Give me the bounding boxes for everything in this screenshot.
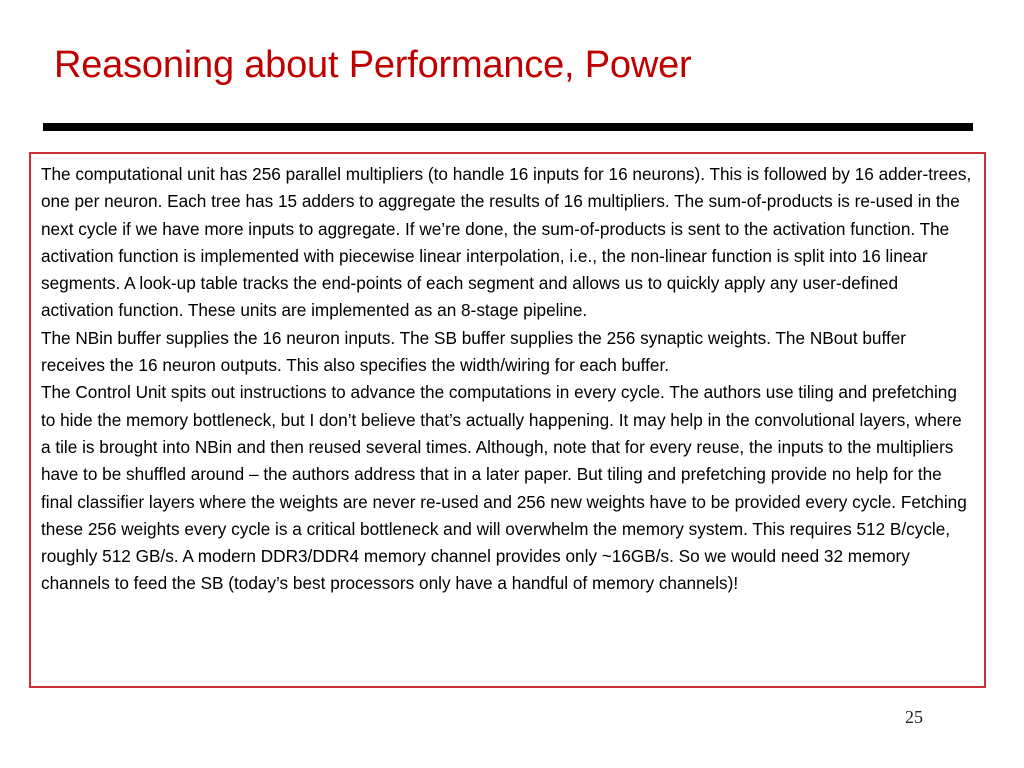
text-box <box>29 152 986 688</box>
slide-title: Reasoning about Performance, Power <box>54 44 692 86</box>
title-divider <box>43 123 973 131</box>
paragraph-computational-unit: The computational unit has 256 parallel multipliers (to handle 16 inputs for 16 neurons). This is followed by 16 adder-trees, one per neuron. Each tree has 15 adders to aggregate the results of 16 multipliers. The sum-of-products is re-used in the next cycle if we have more inputs to aggregate. If we’re done, the sum-of-products is sent to the activation function. The activation function is implemented with piecewise linear interpolation, i.e., the non-linear function is split into 16 linear segments. A look-up table tracks the end-points of each segment and allows us to quickly apply any user-defined activation function. These units are implemented as an 8-stage pipeline. <box>41 164 972 321</box>
paragraph-buffers: The NBin buffer supplies the 16 neuron inputs. The SB buffer supplies the 256 synaptic weights. The NBout buffer receives the 16 neuron outputs. This also specifies the width/wiring for each buffer. <box>41 327 907 376</box>
paragraph-control-unit: The Control Unit spits out instructions to advance the computations in every cycle. The authors use tiling and prefetching to hide the memory bottleneck, but I don’t believe that’s actually happening. It may help in the convolutional layers, where a tile is brought into NBin and then reused several times. Although, note that for every reuse, the inputs to the multipliers have to be shuffled around – the authors address that in a later paper. But tiling and prefetching provide no help for the final classifier layers where the weights are never re-used and 256 new weights have to be provided every cycle. Fetching these 256 weights every cycle is a critical bottleneck and will overwhelm the memory system. This requires 512 B/cycle, roughly 512 GB/s. A modern DDR3/DDR4 memory channel provides only ~16GB/s. So we would need 32 memory channels to feed the SB (today’s best processors only have a handful of memory channels)! <box>41 382 967 594</box>
page-number: 25 <box>905 707 923 727</box>
